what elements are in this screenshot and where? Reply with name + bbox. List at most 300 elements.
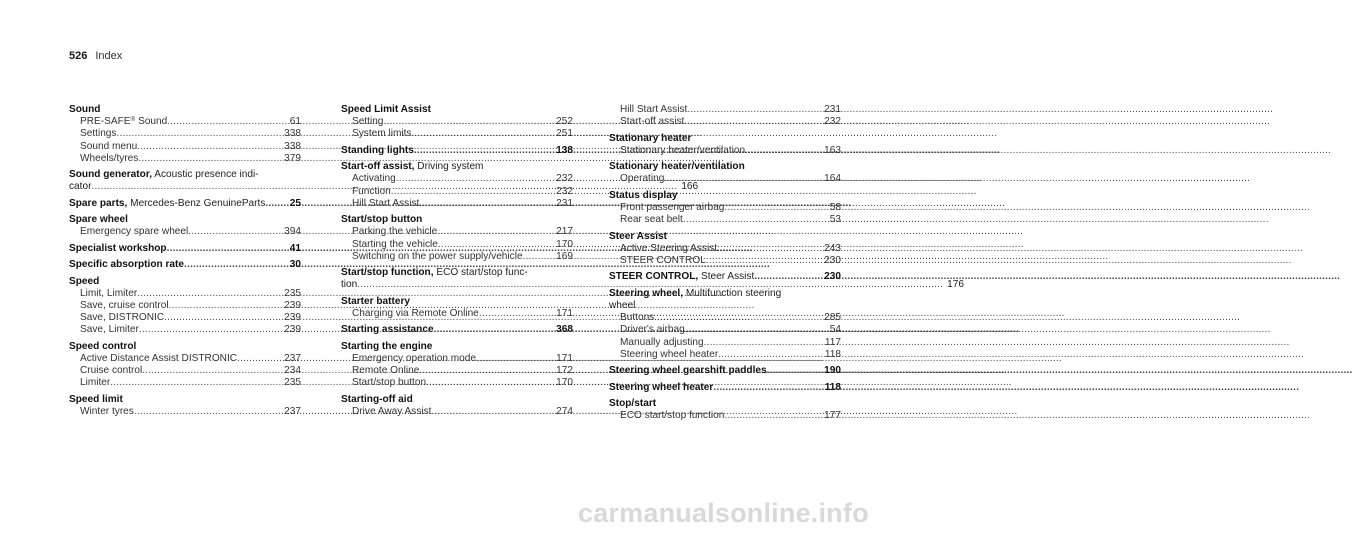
entry-text — [352, 186, 391, 198]
index-entry — [69, 104, 301, 165]
leader-dots — [654, 312, 820, 324]
entry-heading: Starting the engine — [341, 340, 433, 352]
index-subentry[interactable] — [609, 337, 841, 349]
leader-dots — [437, 226, 552, 238]
entry-text — [80, 226, 188, 238]
index-subentry[interactable] — [69, 288, 301, 300]
subentry-text: Hill Start Assist — [620, 104, 688, 115]
index-heading-row — [341, 394, 573, 406]
entry-text — [80, 153, 138, 165]
index-entry — [341, 145, 573, 157]
leader-dots — [167, 116, 285, 128]
page-ref[interactable]: 170 — [556, 377, 573, 389]
page-ref[interactable]: 368 — [556, 324, 573, 336]
page-ref[interactable]: 237 — [284, 352, 301, 364]
page-ref[interactable]: 338 — [284, 128, 301, 140]
subentry-text: Activating — [352, 173, 396, 185]
leader-dots — [434, 324, 553, 336]
index-heading-row[interactable] — [609, 382, 841, 394]
page-ref[interactable]: 243 — [824, 242, 841, 254]
leader-dots — [479, 308, 552, 320]
subentry-text: Limit, Limiter — [80, 287, 138, 299]
index-subentry[interactable] — [609, 349, 841, 361]
entry-heading: Specialist workshop — [69, 242, 167, 254]
subentry-text: Remote Online — [352, 365, 420, 377]
leader-dots — [724, 410, 820, 422]
index-subentry[interactable] — [609, 202, 841, 214]
subentry-text: Parking the vehicle — [352, 226, 438, 238]
index-entry — [69, 243, 301, 255]
page-ref[interactable]: 25 — [289, 197, 301, 209]
index-entry — [609, 161, 841, 185]
entry-heading: Sound — [69, 104, 101, 115]
index-heading-row[interactable] — [341, 267, 573, 279]
index-subentry[interactable] — [69, 324, 301, 336]
entry-text — [80, 377, 110, 389]
page-ref[interactable]: 172 — [556, 365, 573, 377]
index-subentry[interactable] — [609, 324, 841, 336]
page-ref[interactable]: 166 — [681, 181, 699, 193]
index-subentry[interactable] — [609, 145, 841, 157]
entry-text — [352, 116, 383, 128]
subentry-text: ECO start/stop function — [620, 410, 725, 422]
page-ref[interactable]: 394 — [284, 226, 301, 238]
index-subentry[interactable] — [341, 128, 573, 140]
index-entry — [69, 276, 301, 337]
index-subentry[interactable] — [69, 116, 301, 128]
index-subentry[interactable] — [69, 312, 301, 324]
leader-dots — [138, 153, 280, 165]
index-heading-row — [341, 296, 573, 308]
entry-heading: Start/stop function, — [341, 267, 434, 279]
index-subentry[interactable] — [69, 300, 301, 312]
index-entry — [341, 394, 573, 418]
subentry-text: Cruise control — [80, 365, 143, 377]
page-ref[interactable]: 118 — [824, 381, 841, 393]
page-header — [69, 49, 122, 63]
subentry-text: Switching on the power supply/vehicle — [352, 250, 523, 262]
index-subentry[interactable] — [69, 353, 301, 365]
leader-dots — [426, 377, 552, 389]
index-heading-row — [609, 231, 841, 243]
registered-mark: ® — [130, 116, 136, 124]
entry-text — [69, 259, 184, 271]
index-heading-row — [69, 104, 301, 116]
entry-heading: Steer Assist — [609, 230, 667, 242]
index-entry — [341, 341, 573, 390]
subentry-text: Rear seat belt — [620, 214, 683, 226]
subentry-text: Starting the vehicle — [352, 238, 438, 250]
leader-dots — [718, 349, 821, 361]
page-ref[interactable]: 117 — [824, 336, 841, 348]
entry-heading: Speed limit — [69, 393, 123, 405]
subentry-text-suffix: Sound — [135, 116, 168, 128]
leader-dots — [184, 259, 286, 271]
subentry-text: Driver's airbag — [620, 324, 685, 336]
index-subentry[interactable] — [341, 186, 573, 198]
index-entry — [609, 231, 841, 268]
entry-text — [620, 410, 724, 422]
index-subentry[interactable] — [341, 251, 573, 263]
index-heading-row — [609, 190, 841, 202]
entry-text — [620, 104, 687, 116]
index-heading-row — [341, 104, 573, 116]
subentry-text: Charging via Remote Online — [352, 307, 479, 319]
entry-heading: Stationary heater — [609, 132, 692, 144]
entry-text — [352, 377, 426, 389]
subentry-text: Emergency operation mode — [352, 352, 476, 364]
page-ref[interactable]: 239 — [284, 299, 301, 311]
entry-text — [341, 324, 434, 336]
leader-dots — [713, 382, 820, 394]
entry-continuation: cator — [69, 181, 92, 193]
entry-description: Steer Assist — [698, 271, 755, 283]
index-heading-row[interactable] — [609, 271, 841, 283]
page-ref[interactable]: 231 — [556, 197, 573, 209]
entry-heading: Status display — [609, 189, 678, 201]
page-ref[interactable]: 169 — [556, 250, 573, 262]
entry-text — [352, 406, 431, 418]
page-ref[interactable]: 237 — [284, 405, 301, 417]
subentry-text: System limits — [352, 128, 412, 140]
page-ref[interactable]: 53 — [829, 214, 841, 226]
entry-heading: Starting-off aid — [341, 393, 413, 405]
index-subentry[interactable] — [609, 116, 841, 128]
index-subentry[interactable] — [341, 198, 573, 210]
page-ref[interactable]: 176 — [947, 279, 964, 291]
index-heading-row — [341, 214, 573, 226]
subentry-text: Manually adjusting — [620, 336, 704, 348]
index-subentry[interactable] — [69, 377, 301, 389]
index-subentry[interactable] — [341, 406, 573, 418]
leader-dots — [265, 198, 285, 210]
subentry-text: Drive Away Assist — [352, 405, 432, 417]
subentry-text: Start-off assist — [620, 116, 685, 128]
index-subentry[interactable] — [609, 410, 841, 422]
entry-text — [620, 214, 683, 226]
index-subentry[interactable] — [69, 153, 301, 165]
page-ref[interactable]: 232 — [824, 116, 841, 128]
index-heading-row[interactable] — [69, 259, 301, 271]
entry-heading: Steering wheel heater — [609, 381, 714, 393]
subentry-text: Steering wheel heater — [620, 348, 719, 360]
index-entry — [609, 382, 841, 394]
entry-heading: Stop/start — [609, 397, 657, 409]
subentry-text: Buttons — [620, 312, 655, 324]
entry-text — [341, 145, 414, 157]
index-subentry[interactable] — [341, 226, 573, 238]
entry-text — [352, 353, 476, 365]
page-ref[interactable]: 163 — [824, 144, 841, 156]
subentry-text: STEER CONTROL — [620, 254, 706, 266]
subentry-text: Save, cruise control — [80, 299, 169, 311]
index-heading-row[interactable] — [341, 145, 573, 157]
subentry-text: Hill Start Assist — [352, 197, 420, 209]
entry-text — [352, 308, 479, 320]
page-ref[interactable]: 217 — [556, 226, 573, 238]
page-ref[interactable]: 231 — [824, 104, 841, 115]
index-heading-continuation[interactable] — [341, 279, 964, 291]
index-heading-row[interactable] — [69, 198, 301, 210]
leader-dots — [431, 406, 552, 418]
index-subentry[interactable] — [69, 226, 301, 238]
leader-dots — [167, 243, 286, 255]
index-entry — [609, 365, 841, 377]
index-heading-continuation — [609, 300, 841, 312]
leader-dots — [164, 312, 280, 324]
entry-text — [352, 226, 437, 238]
subentry-text: Sound menu — [80, 140, 138, 152]
subentry-text: Active Distance Assist DISTRONIC — [80, 352, 238, 364]
entry-text — [620, 337, 704, 349]
index-heading-row[interactable] — [69, 169, 301, 181]
entry-text — [352, 173, 396, 185]
leader-dots — [767, 365, 821, 377]
index-heading-row[interactable] — [341, 324, 573, 336]
page-ref[interactable]: 164 — [824, 173, 841, 185]
entry-description: Mercedes-Benz GenuineParts — [127, 197, 266, 209]
entry-text — [341, 279, 357, 290]
leader-dots — [116, 128, 280, 140]
page-ref[interactable]: 239 — [284, 324, 301, 336]
leader-dots — [137, 141, 280, 153]
subentry-text: Wheels/tyres — [80, 152, 139, 164]
subentry-text: Start/stop button — [352, 377, 427, 389]
entry-description: ECO start/stop func- — [433, 267, 528, 279]
entry-text — [352, 128, 411, 140]
entry-text — [609, 365, 767, 377]
page-ref[interactable]: 232 — [556, 173, 573, 185]
leader-dots — [411, 128, 552, 140]
entry-heading: Steering wheel, — [609, 287, 684, 299]
page-ref[interactable]: 58 — [829, 201, 841, 213]
entry-text — [80, 141, 137, 153]
leader-dots — [188, 226, 280, 238]
entry-text — [80, 312, 164, 324]
page-ref[interactable]: 138 — [556, 144, 573, 156]
entry-text — [352, 251, 523, 263]
index-subentry[interactable] — [609, 104, 841, 116]
entry-text — [80, 365, 142, 377]
leader-dots — [717, 243, 820, 255]
leader-dots — [391, 186, 552, 198]
subentry-text: PRE-SAFE — [80, 116, 131, 128]
index-heading-row — [69, 276, 301, 288]
index-subentry[interactable] — [341, 116, 573, 128]
watermark: carmanualsonline.info — [578, 498, 869, 528]
entry-text — [80, 406, 134, 418]
entry-heading: Speed control — [69, 340, 137, 352]
entry-text — [80, 116, 167, 128]
page-ref[interactable]: 232 — [556, 185, 573, 197]
leader-dots — [137, 288, 280, 300]
index-entry — [69, 341, 301, 390]
leader-dots — [383, 116, 552, 128]
entry-heading: Spare wheel — [69, 214, 128, 226]
page-ref[interactable]: 235 — [284, 287, 301, 299]
index-subentry[interactable] — [69, 365, 301, 377]
entry-text — [352, 365, 419, 377]
index-subentry[interactable] — [341, 239, 573, 251]
index-entry — [609, 133, 841, 157]
leader-dots — [134, 406, 280, 418]
page-ref[interactable]: 177 — [824, 410, 841, 422]
page-ref[interactable]: 379 — [284, 152, 301, 164]
entry-text — [80, 353, 237, 365]
entry-text — [352, 198, 419, 210]
index-subentry[interactable] — [341, 377, 573, 389]
entry-text — [80, 324, 139, 336]
leader-dots — [110, 377, 280, 389]
index-entry — [609, 398, 841, 422]
entry-heading: STEER CONTROL, — [609, 271, 699, 283]
page-ref[interactable]: 252 — [556, 116, 573, 128]
entry-text — [620, 116, 684, 128]
leader-dots — [664, 173, 820, 185]
leader-dots — [169, 300, 281, 312]
page-ref[interactable]: 61 — [289, 116, 301, 128]
index-heading-row — [609, 288, 841, 300]
page-ref[interactable]: 230 — [824, 271, 841, 283]
entry-text — [609, 382, 713, 394]
page-ref[interactable]: 171 — [556, 352, 573, 364]
index-entry — [609, 104, 841, 128]
entry-heading: Spare parts, — [69, 197, 128, 209]
index-heading-row — [69, 214, 301, 226]
page-ref[interactable]: 190 — [824, 365, 841, 377]
index-heading-row[interactable] — [69, 243, 301, 255]
entry-text — [620, 173, 664, 185]
leader-dots — [142, 365, 280, 377]
index-subentry[interactable] — [341, 353, 573, 365]
index-subentry[interactable] — [69, 128, 301, 140]
page-ref[interactable]: 338 — [284, 140, 301, 152]
page-title: Index — [95, 50, 123, 62]
leader-dots — [745, 145, 820, 157]
entry-text — [80, 300, 169, 312]
page-ref[interactable]: 274 — [556, 405, 573, 417]
page-ref[interactable]: 285 — [824, 312, 841, 324]
index-subentry[interactable] — [609, 243, 841, 255]
leader-dots — [706, 255, 820, 267]
page-number: 526 — [69, 50, 88, 62]
page-ref[interactable]: 170 — [556, 238, 573, 250]
subentry-text: Save, Limiter — [80, 324, 139, 336]
page-ref[interactable]: 230 — [824, 254, 841, 266]
index-subentry[interactable] — [341, 308, 573, 320]
page-ref[interactable]: 54 — [829, 324, 841, 336]
page-ref[interactable]: 235 — [284, 377, 301, 389]
entry-text — [620, 202, 724, 214]
entry-heading: Standing lights — [341, 144, 414, 156]
entry-text — [352, 239, 438, 251]
page-ref[interactable]: 234 — [284, 365, 301, 377]
subentry-text: Active Steering Assist — [620, 242, 718, 254]
entry-heading: Stationary heater/ventilation — [609, 161, 745, 173]
subentry-text: Setting — [352, 116, 384, 128]
index-column-3 — [609, 104, 841, 427]
entry-text — [69, 243, 167, 255]
index-heading-row — [609, 398, 841, 410]
leader-dots — [237, 353, 280, 365]
entry-text — [69, 198, 265, 210]
leader-dots — [687, 104, 820, 116]
index-heading-row — [609, 133, 841, 145]
index-subentry[interactable] — [609, 214, 841, 226]
entry-heading: Speed — [69, 275, 100, 287]
page-ref[interactable]: 118 — [824, 348, 841, 360]
entry-heading: Speed Limit Assist — [341, 104, 431, 115]
entry-text — [609, 271, 754, 283]
leader-dots — [438, 239, 552, 251]
entry-heading: Start/stop button — [341, 214, 423, 226]
index-heading-row[interactable] — [609, 365, 841, 377]
page-ref[interactable]: 41 — [289, 242, 301, 254]
leader-dots — [683, 214, 826, 226]
entry-text — [620, 349, 718, 361]
page-ref[interactable]: 30 — [289, 259, 301, 271]
index-subentry[interactable] — [341, 173, 573, 185]
entry-text — [80, 288, 137, 300]
entry-continuation: wheel — [609, 299, 636, 311]
subentry-text: Operating — [620, 173, 665, 185]
index-subentry[interactable] — [609, 255, 841, 267]
leader-dots — [476, 353, 552, 365]
index-entry — [609, 288, 841, 361]
index-heading-row — [341, 341, 573, 353]
page-ref[interactable]: 239 — [284, 312, 301, 324]
index-subentry[interactable] — [69, 141, 301, 153]
index-subentry[interactable] — [609, 173, 841, 185]
index-entry — [341, 104, 573, 141]
entry-description: Driving system — [414, 161, 484, 173]
entry-heading: Starter battery — [341, 295, 411, 307]
leader-dots — [419, 198, 552, 210]
index-entry — [609, 271, 841, 283]
entry-text — [620, 145, 745, 157]
subentry-text: Stationary heater/ventilation — [620, 144, 746, 156]
entry-text — [620, 324, 685, 336]
leader-dots — [414, 145, 552, 157]
index-subentry[interactable] — [341, 365, 573, 377]
entry-heading: Start-off assist, — [341, 161, 415, 173]
subentry-text: Save, DISTRONIC — [80, 312, 165, 324]
page-ref[interactable]: 251 — [556, 128, 573, 140]
entry-text — [620, 255, 706, 267]
entry-continuation: tion — [341, 279, 358, 291]
subentry-text: Limiter — [80, 377, 111, 389]
index-entry — [341, 161, 573, 210]
entry-text — [620, 312, 654, 324]
subentry-text: Front passenger airbag — [620, 201, 725, 213]
index-subentry[interactable] — [69, 406, 301, 418]
index-entry — [341, 214, 573, 263]
index-heading-row — [69, 341, 301, 353]
index-entry — [69, 394, 301, 418]
leader-dots — [523, 251, 553, 263]
leader-dots — [704, 337, 821, 349]
index-entry — [341, 296, 573, 320]
index-entry — [609, 190, 841, 227]
index-entry — [69, 259, 301, 271]
entry-text — [80, 128, 116, 140]
leader-dots — [754, 271, 820, 283]
entry-heading: Specific absorption rate — [69, 259, 184, 271]
subentry-text: Winter tyres — [80, 405, 134, 417]
index-subentry[interactable] — [609, 312, 841, 324]
subentry-text: Emergency spare wheel — [80, 226, 189, 238]
page-ref[interactable]: 171 — [556, 307, 573, 319]
